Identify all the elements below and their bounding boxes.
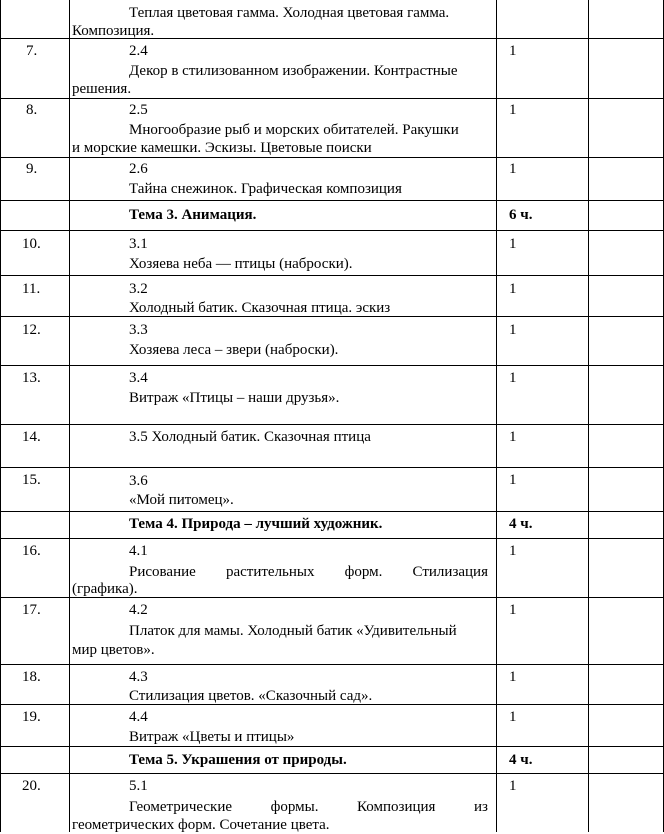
row-border	[0, 773, 664, 774]
row-border	[0, 511, 664, 512]
row-number: 7.	[26, 43, 38, 59]
table-border-left	[0, 0, 1, 832]
continuation-title-line1: Теплая цветовая гамма. Холодная цветовая гамма.	[129, 5, 450, 21]
lesson-title-line1: Тайна снежинок. Графическая композиция	[129, 181, 402, 197]
lesson-hours: 1	[509, 429, 517, 445]
lesson-hours: 1	[509, 102, 517, 118]
lesson-title-line1: Хозяева леса – звери (наброски).	[129, 342, 339, 358]
lesson-hours: 1	[509, 669, 517, 685]
row-border	[0, 98, 664, 99]
theme-heading: Тема 3. Анимация.	[129, 207, 257, 223]
row-number: 14.	[22, 429, 41, 445]
row-number: 12.	[22, 322, 41, 338]
title-word: Стилизация	[412, 564, 488, 580]
lesson-code: 3.1	[129, 236, 148, 252]
row-number: 19.	[22, 709, 41, 725]
row-border	[0, 157, 664, 158]
lesson-title-line2: решения.	[72, 81, 132, 97]
row-number: 16.	[22, 543, 41, 559]
lesson-hours: 1	[509, 43, 517, 59]
lesson-code: 3.4	[129, 370, 148, 386]
title-word: Композиция	[357, 799, 436, 815]
lesson-title-line1: Стилизация цветов. «Сказочный сад».	[129, 688, 373, 704]
row-number: 15.	[22, 472, 41, 488]
lesson-code: 2.5	[129, 102, 148, 118]
lesson-hours: 1	[509, 236, 517, 252]
lesson-code: 2.6	[129, 161, 148, 177]
lesson-title-line1	[72, 798, 488, 816]
lesson-code: 4.3	[129, 669, 148, 685]
row-border	[0, 538, 664, 539]
row-number: 20.	[22, 778, 41, 794]
lesson-title-line1: Хозяева неба — птицы (наброски).	[129, 256, 353, 272]
lesson-hours: 1	[509, 370, 517, 386]
row-number: 17.	[22, 602, 41, 618]
lesson-code: 3.6	[129, 473, 148, 489]
lesson-hours: 1	[509, 281, 517, 297]
theme-heading: Тема 4. Природа – лучший художник.	[129, 516, 383, 532]
lesson-title-line1: Витраж «Цветы и птицы»	[129, 729, 295, 745]
lesson-code: 3.3	[129, 322, 148, 338]
column-divider-hours	[588, 0, 589, 832]
row-border	[0, 230, 664, 231]
theme-hours: 6 ч.	[509, 207, 533, 223]
row-border	[0, 467, 664, 468]
lesson-code: 4.1	[129, 543, 148, 559]
lesson-title-line1	[72, 563, 488, 581]
title-word: формы.	[270, 799, 319, 815]
column-divider-num	[69, 0, 70, 832]
lesson-hours: 1	[509, 778, 517, 794]
lesson-title-line1: Холодный батик. Сказочная птица. эскиз	[129, 300, 391, 316]
title-word: Геометрические	[129, 799, 233, 815]
lesson-title-line1: Платок для мамы. Холодный батик «Удивительный	[129, 623, 457, 639]
theme-heading: Тема 5. Украшения от природы.	[129, 752, 347, 768]
lesson-code: 2.4	[129, 43, 148, 59]
title-word: Рисование	[129, 564, 196, 580]
lesson-hours: 1	[509, 161, 517, 177]
row-border	[0, 200, 664, 201]
row-border	[0, 424, 664, 425]
row-number: 11.	[22, 281, 41, 297]
lesson-hours: 1	[509, 543, 517, 559]
lesson-title-line1: Декор в стилизованном изображении. Контрастные	[129, 63, 458, 79]
row-number: 13.	[22, 370, 41, 386]
lesson-title-line2: (графика).	[72, 581, 138, 597]
lesson-title-line2: геометрических форм. Сочетание цвета.	[72, 817, 330, 833]
lesson-title-line2: и морские камешки. Эскизы. Цветовые поиски	[72, 140, 372, 156]
theme-hours: 4 ч.	[509, 516, 533, 532]
row-number: 9.	[26, 161, 38, 177]
row-border	[0, 275, 664, 276]
lesson-hours: 1	[509, 602, 517, 618]
lesson-title-line1: Витраж «Птицы – наши друзья».	[129, 390, 340, 406]
lesson-title-line2: мир цветов».	[72, 642, 155, 658]
lesson-code-title: 3.5 Холодный батик. Сказочная птица	[129, 429, 371, 445]
title-word: форм.	[344, 564, 383, 580]
lesson-code: 5.1	[129, 778, 148, 794]
row-number: 18.	[22, 669, 41, 685]
lesson-hours: 1	[509, 472, 517, 488]
row-border	[0, 365, 664, 366]
lesson-title-line1: «Мой питомец».	[129, 492, 234, 508]
continuation-title-line2: Композиция.	[72, 23, 155, 39]
row-number: 8.	[26, 102, 38, 118]
row-number: 10.	[22, 236, 41, 252]
lesson-hours: 1	[509, 322, 517, 338]
lesson-code: 3.2	[129, 281, 148, 297]
row-border	[0, 746, 664, 747]
title-word: из	[474, 799, 488, 815]
title-word: растительных	[225, 564, 315, 580]
theme-hours: 4 ч.	[509, 752, 533, 768]
lesson-code: 4.2	[129, 602, 148, 618]
lesson-title-line1: Многообразие рыб и морских обитателей. Ракушки	[129, 122, 459, 138]
lesson-hours: 1	[509, 709, 517, 725]
lesson-code: 4.4	[129, 709, 148, 725]
column-divider-title	[496, 0, 497, 832]
row-border	[0, 664, 664, 665]
